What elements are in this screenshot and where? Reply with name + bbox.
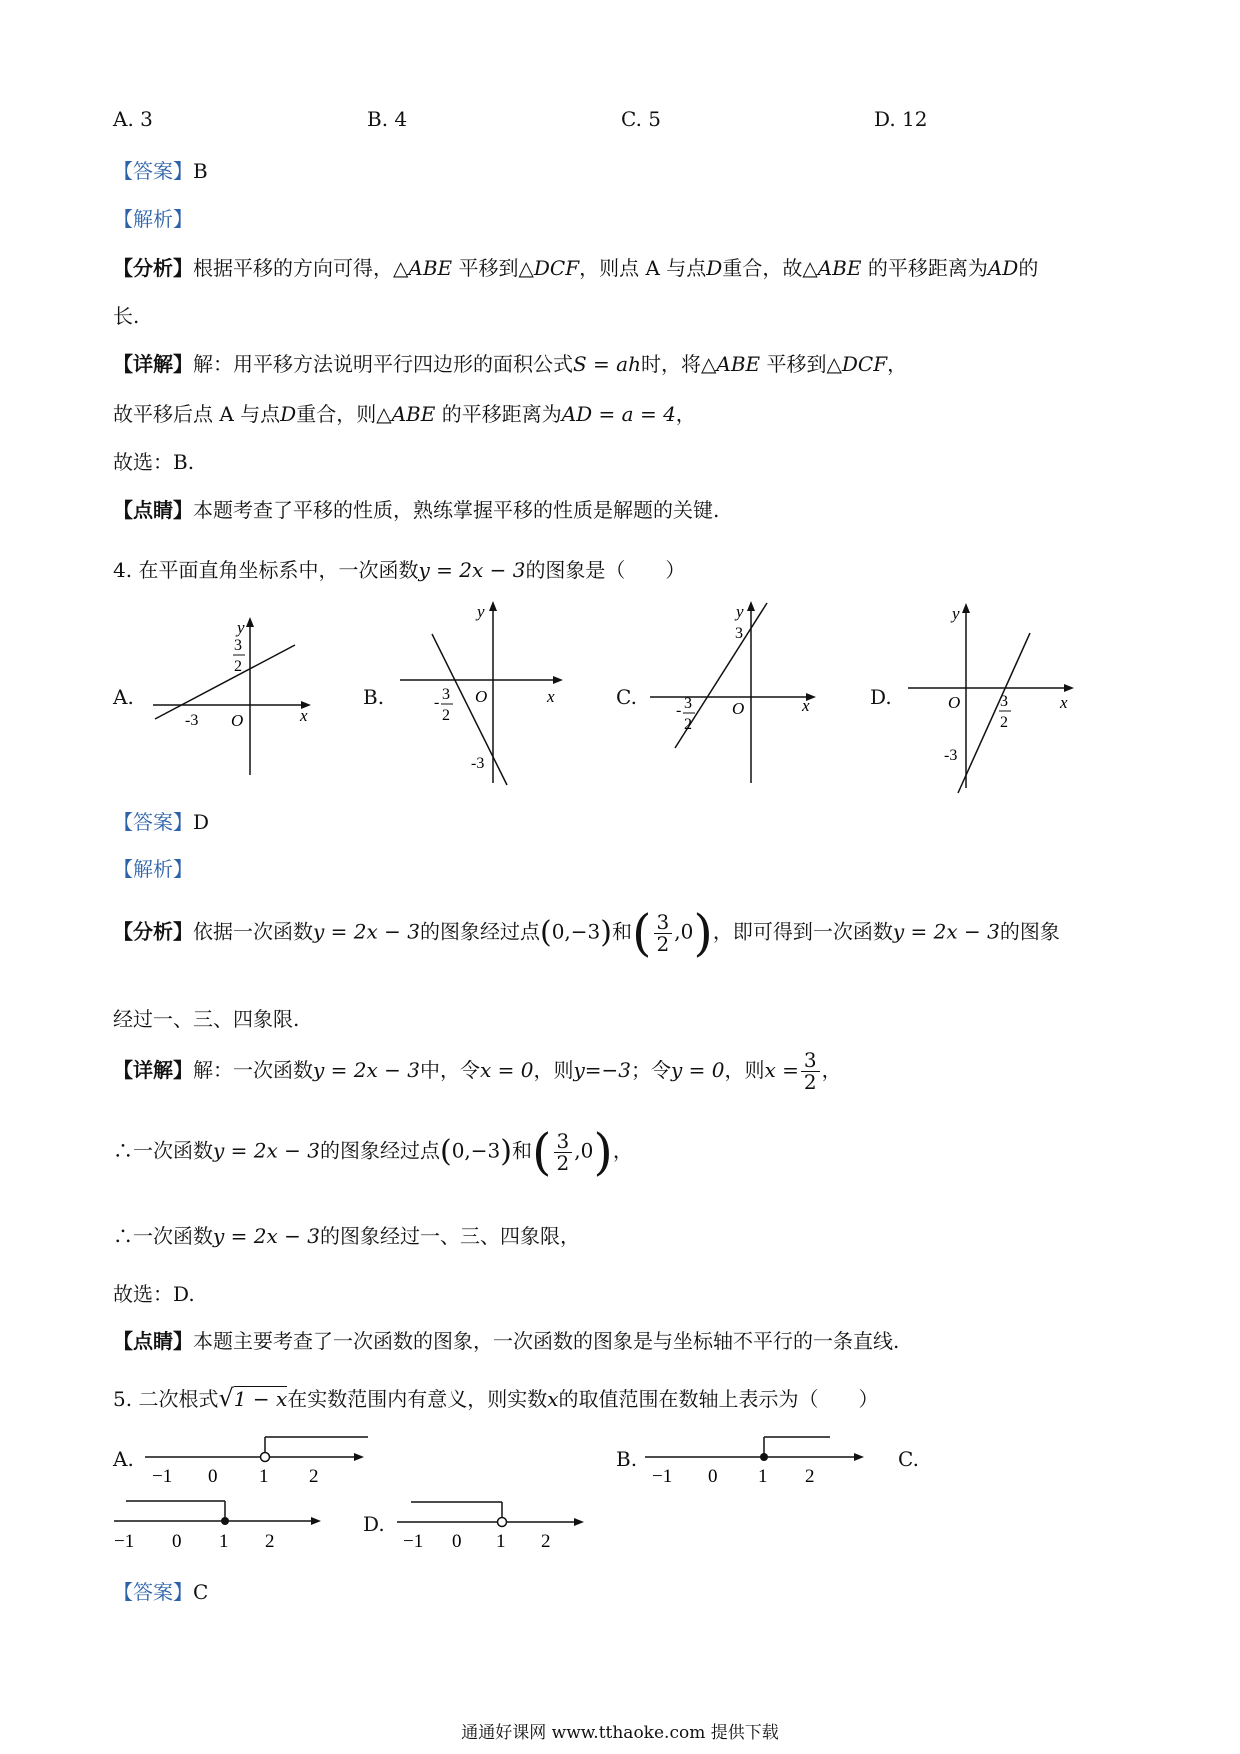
tri-dcf: DCF <box>841 352 888 376</box>
xiangjie-tag: 【详解】 <box>113 1058 193 1082</box>
triangle-icon: △ <box>393 256 409 280</box>
paren-open: ( <box>539 915 552 950</box>
answer-value: C <box>193 1580 209 1604</box>
q3-option-a: A. 3 <box>113 107 153 131</box>
seg-ad: AD <box>987 256 1019 280</box>
q4-fenxi-line2: 经过一、三、四象限. <box>113 1007 300 1031</box>
point-2-tail: ,0 <box>574 1138 594 1163</box>
step-text: ∴一次函数 <box>113 1138 213 1163</box>
fraction-denominator: 2 <box>803 1070 817 1094</box>
fraction-numerator: 3 <box>684 695 692 712</box>
stem-equation: y = 2x − 3 <box>418 558 526 582</box>
tick-label: 2 <box>541 1531 551 1552</box>
xj-text: 中，令 <box>419 1058 480 1082</box>
equation: y = 2x − 3 <box>892 919 1000 944</box>
y-intercept-label: -3 <box>471 755 485 772</box>
step-text: 的图象经过点 <box>319 1138 440 1163</box>
point-1: 0,−3 <box>551 919 601 944</box>
q3-fenxi <box>113 252 1038 281</box>
tick-label: 1 <box>219 1531 229 1552</box>
q3-xiangjie-2 <box>113 398 696 427</box>
fraction-sign: - <box>434 694 440 711</box>
q3-guxuan: 故选：B. <box>113 450 195 474</box>
fraction <box>801 1050 820 1093</box>
fraction-numerator: 3 <box>1000 693 1008 710</box>
q3-dianjing <box>113 494 719 523</box>
tick-label: 0 <box>172 1531 182 1552</box>
x-axis-label: x <box>1060 693 1068 712</box>
answer-value: D <box>193 810 210 834</box>
q4-guxuan: 故选：D. <box>113 1282 195 1306</box>
tri-abe: ABE <box>716 352 761 376</box>
fenxi-text-5: 的平移距离为 <box>861 256 988 280</box>
equation: y = 2x − 3 <box>313 919 420 944</box>
dianjing-text: 本题考查了平移的性质，熟练掌握平移的性质是解题的关键. <box>193 498 720 522</box>
fraction-denominator: 2 <box>234 658 242 675</box>
equation: y = 2x − 3 <box>213 1224 320 1248</box>
q3-answer <box>113 155 208 184</box>
q5-number-line-a <box>140 1425 370 1490</box>
q4-graph-b-label: B. <box>363 685 385 709</box>
equation: y = 2x − 3 <box>213 1138 320 1163</box>
answer-tag: 【答案】 <box>113 810 193 834</box>
fraction-denominator: 2 <box>442 707 450 724</box>
paren-close: ) <box>500 1134 512 1169</box>
q4-fenxi <box>113 904 1060 962</box>
tick-label: 2 <box>265 1531 275 1552</box>
answer-tag: 【答案】 <box>113 159 193 183</box>
paren-close: ) <box>600 915 612 950</box>
q3-option-d: D. 12 <box>874 107 928 131</box>
condition: y = 0 <box>671 1058 725 1082</box>
tick-label: 1 <box>259 1466 269 1487</box>
stem-text: 的取值范围在数轴上表示为（ ） <box>558 1387 879 1411</box>
stem-text: 的图象是（ ） <box>525 558 686 582</box>
paren-open: ( <box>439 1134 452 1169</box>
step-text: ∴一次函数 <box>113 1224 213 1248</box>
fenxi-tag: 【分析】 <box>113 256 193 280</box>
xj-text: 时，将 <box>640 352 701 376</box>
xiangjie-tag: 【详解】 <box>113 352 193 376</box>
q5-option-a-label: A. <box>113 1447 134 1471</box>
fenxi-text-4: 重合，故 <box>722 256 803 280</box>
dianjing-text: 本题主要考查了一次函数的图象，一次函数的图象是与坐标轴不平行的一条直线. <box>193 1329 900 1353</box>
fenxi-text-1: 根据平移的方向可得， <box>193 256 393 280</box>
fenxi-text-6: 的 <box>1018 256 1039 280</box>
fenxi-tag: 【分析】 <box>113 919 193 944</box>
triangle-icon: △ <box>376 402 392 426</box>
tick-label: −1 <box>152 1466 173 1487</box>
origin-label: O <box>231 711 244 730</box>
y-axis-label: y <box>237 618 245 637</box>
y-axis-label: y <box>736 602 744 621</box>
x-axis-label: x <box>547 687 555 706</box>
fx-text: 和 <box>612 919 632 944</box>
fx-text: 依据一次函数 <box>193 919 313 944</box>
tri-abe: ABE <box>391 402 436 426</box>
tick-label: 1 <box>758 1466 768 1487</box>
tick-label: 0 <box>452 1531 462 1552</box>
x-axis-label: x <box>802 696 810 715</box>
q5-number-line-d <box>395 1490 595 1555</box>
q4-graph-d <box>900 598 1085 798</box>
y-axis-label: y <box>952 604 960 623</box>
step-text: 和 <box>512 1138 532 1163</box>
page-footer: 通通好课网 www.tthaoke.com 提供下载 <box>461 1723 779 1743</box>
q3-jiexi-tag: 【解析】 <box>113 207 193 231</box>
triangle-icon: △ <box>518 256 534 280</box>
fx-text: 的图象经过点 <box>419 919 540 944</box>
triangle-icon: △ <box>802 256 818 280</box>
tick-label: 0 <box>208 1466 218 1487</box>
radicand: 1 − x <box>233 1387 288 1411</box>
fraction-denominator: 2 <box>656 931 670 956</box>
tri-dcf: DCF <box>533 256 580 280</box>
fraction-numerator: 3 <box>654 912 673 934</box>
tri-abe: ABE <box>408 256 453 280</box>
q4-step-2 <box>113 1220 580 1249</box>
fraction-numerator: 3 <box>442 686 450 703</box>
xj-text: 重合，则 <box>296 402 377 426</box>
origin-label: O <box>475 687 488 706</box>
q3-option-c: C. 5 <box>621 107 662 131</box>
q5-number-line-c <box>112 1490 332 1555</box>
q4-answer <box>113 806 209 835</box>
q4-graph-a <box>145 615 325 780</box>
q3-option-b: B. 4 <box>367 107 408 131</box>
q5-stem <box>113 1383 879 1412</box>
xj-text: 解：用平移方法说明平行四边形的面积公式 <box>193 352 573 376</box>
result: y=−3 <box>573 1058 632 1082</box>
triangle-icon: △ <box>700 352 717 376</box>
y-axis-label: y <box>477 602 485 621</box>
fraction-denominator: 2 <box>556 1150 570 1175</box>
tick-label: −1 <box>403 1531 424 1552</box>
tick-label: −1 <box>114 1531 135 1552</box>
q4-graph-b <box>395 598 570 788</box>
xj-text: ；令 <box>631 1058 672 1082</box>
equation: y = 2x − 3 <box>313 1058 420 1082</box>
stem-text: 5. 二次根式 <box>113 1387 219 1411</box>
q5-option-b-label: B. <box>616 1447 638 1471</box>
fx-text: 的图象 <box>999 919 1060 944</box>
fraction-numerator: 3 <box>554 1131 573 1153</box>
tick-label: 1 <box>496 1531 506 1552</box>
tri-abe: ABE <box>817 256 862 280</box>
fx-text: ，即可得到一次函数 <box>712 919 893 944</box>
stem-text: 4. 在平面直角坐标系中，一次函数 <box>113 558 419 582</box>
paren-close: ) <box>593 1123 613 1181</box>
fraction-sign: - <box>676 702 682 719</box>
q4-stem <box>113 554 685 583</box>
tick-label: 2 <box>805 1466 815 1487</box>
xj-text: 平移到 <box>760 352 827 376</box>
point-d: D <box>280 402 297 426</box>
fraction <box>554 1128 573 1175</box>
xj-text: 故平移后点 A 与点 <box>113 402 281 426</box>
y-intercept-label: 3 <box>735 625 743 642</box>
xj-text: ， <box>887 352 908 376</box>
answer-value: B <box>193 159 208 183</box>
area-formula: S = ah <box>573 352 641 376</box>
paren-open: ( <box>532 1123 552 1181</box>
paren-open: ( <box>632 904 652 962</box>
xj-text: 的平移距离为 <box>435 402 562 426</box>
tick-label: 0 <box>708 1466 718 1487</box>
answer-tag: 【答案】 <box>113 1580 193 1604</box>
fraction <box>654 909 673 956</box>
q4-dianjing <box>113 1325 899 1354</box>
fraction-numerator: 3 <box>234 637 242 654</box>
sqrt-icon: √ <box>218 1384 234 1412</box>
triangle-icon: △ <box>826 352 842 376</box>
xj-text: ，则 <box>724 1058 765 1082</box>
xj-text: ， <box>675 402 696 426</box>
fenxi-text-3: ，则点 A 与点 <box>579 256 707 280</box>
dianjing-tag: 【点睛】 <box>113 1329 193 1353</box>
condition: x = 0 <box>479 1058 534 1082</box>
fenxi-text-2: 平移到 <box>452 256 519 280</box>
q5-option-d-label: D. <box>363 1512 385 1536</box>
x-axis-label: x <box>300 706 308 725</box>
fraction-denominator: 2 <box>1000 714 1008 731</box>
xj-text: 解：一次函数 <box>193 1058 313 1082</box>
step-text: 的图象经过一、三、四象限， <box>319 1224 580 1248</box>
q4-graph-c <box>645 598 825 788</box>
stem-text: 在实数范围内有意义，则实数 <box>287 1387 548 1411</box>
q3-xiangjie-1 <box>113 348 907 377</box>
y-intercept-label: -3 <box>944 747 958 764</box>
point-d: D <box>706 256 723 280</box>
x-intercept-label: -3 <box>185 712 199 729</box>
tick-label: −1 <box>652 1466 673 1487</box>
paren-close: ) <box>693 904 713 962</box>
step-text: ， <box>612 1138 633 1163</box>
result: x = <box>764 1058 799 1082</box>
point-1: 0,−3 <box>451 1138 501 1163</box>
fraction-numerator: 3 <box>801 1050 820 1072</box>
tick-label: 2 <box>309 1466 319 1487</box>
q4-step-1 <box>113 1123 633 1181</box>
dianjing-tag: 【点睛】 <box>113 498 193 522</box>
origin-label: O <box>732 699 745 718</box>
q5-answer <box>113 1576 208 1605</box>
xj-text: ， <box>821 1058 842 1082</box>
q5-option-c-label: C. <box>898 1447 919 1471</box>
q4-graph-c-label: C. <box>616 685 637 709</box>
fraction-denominator: 2 <box>684 716 692 733</box>
q4-graph-d-label: D. <box>870 685 892 709</box>
q5-number-line-b <box>640 1425 870 1490</box>
q4-jiexi-tag: 【解析】 <box>113 857 193 881</box>
variable-x: x <box>547 1387 559 1411</box>
distance-eq: AD = a = 4 <box>561 402 676 426</box>
point-2-tail: ,0 <box>674 919 694 944</box>
q4-graph-a-label: A. <box>113 685 134 709</box>
xj-text: ，则 <box>533 1058 574 1082</box>
q4-xiangjie <box>113 1050 842 1093</box>
origin-label: O <box>948 693 961 712</box>
q3-fenxi-line2: 长. <box>113 304 140 328</box>
